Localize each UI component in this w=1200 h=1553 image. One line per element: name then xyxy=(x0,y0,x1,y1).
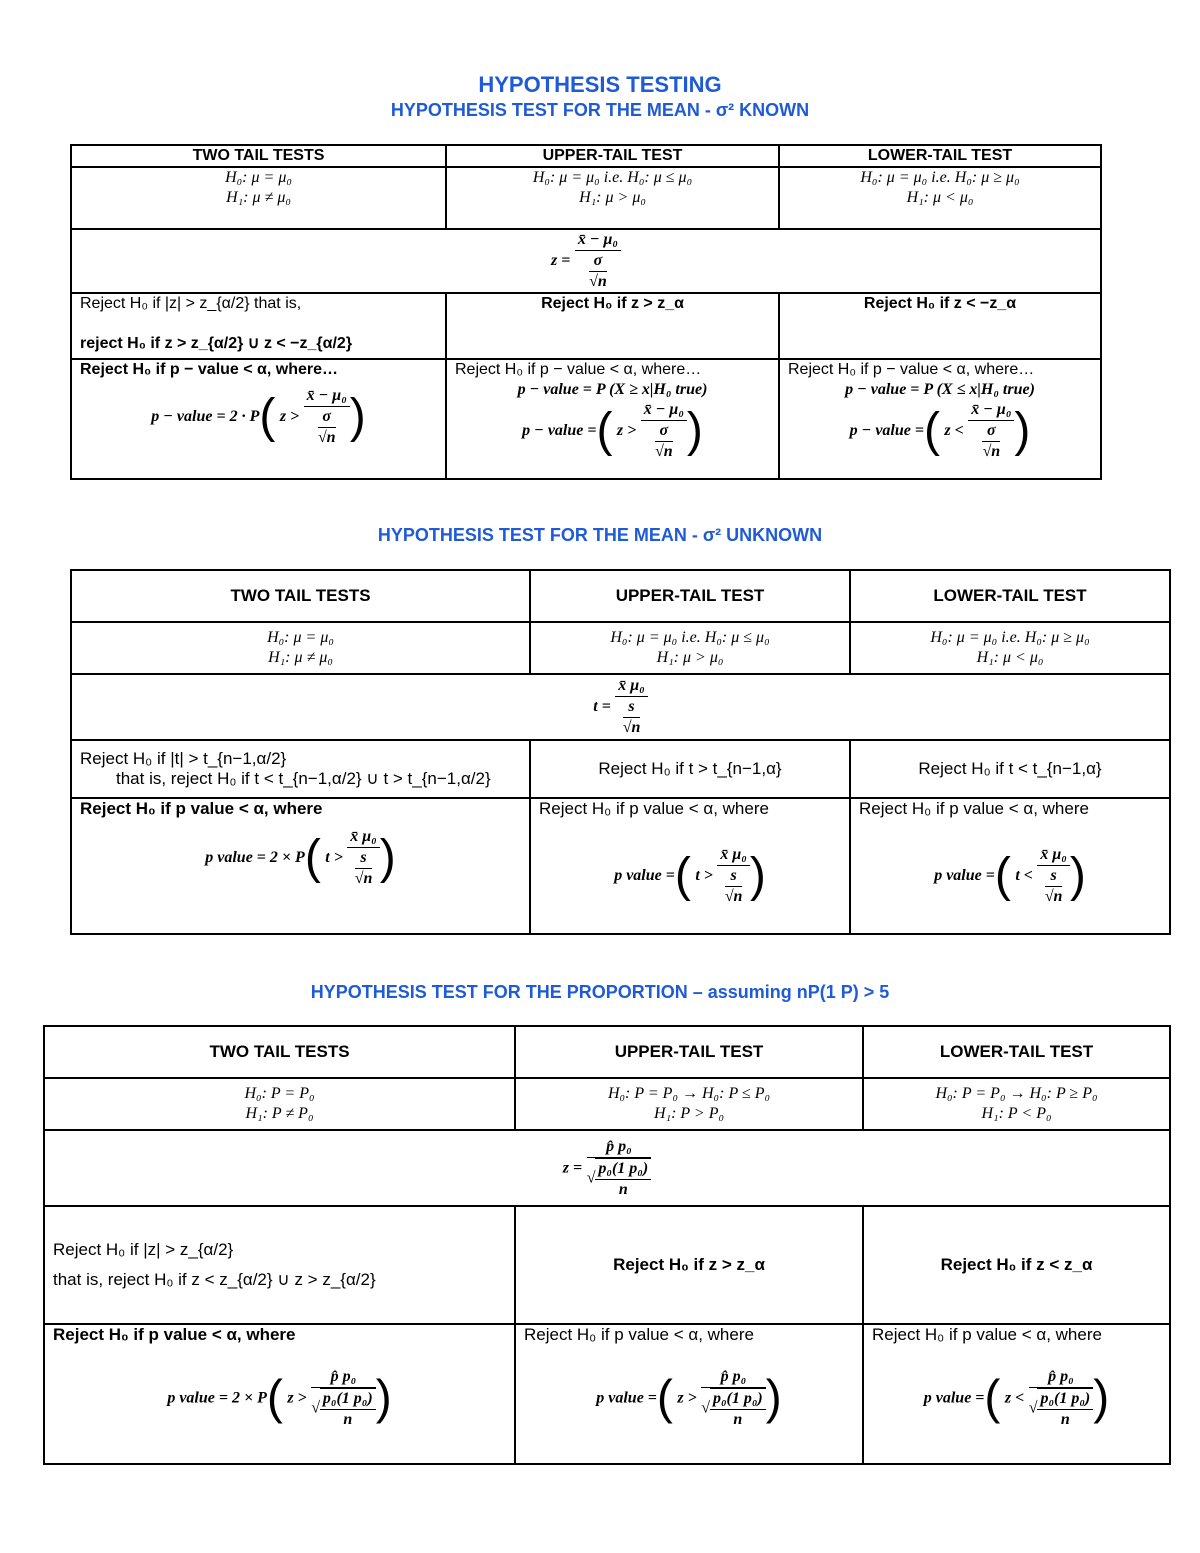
pvalue-numerator: p̂ p₀ xyxy=(311,1367,376,1388)
pvalue-numerator: p̂ p₀ xyxy=(701,1367,766,1388)
null-hypothesis: H₀: P = P₀ → H₀: P ≤ P₀ xyxy=(607,1085,771,1102)
test-statistic: z = p̂ p₀ √ $\frac{\text{p₀(1 p₀)}}{n}$ xyxy=(44,1130,1170,1206)
pvalue-intro: Reject H₀ if p value < α, where xyxy=(872,1325,1102,1344)
pvalue-lhs: p value = xyxy=(934,867,995,885)
pvalue-den-bottom: √n xyxy=(982,443,1001,460)
stat-den-bottom: √n xyxy=(622,719,641,736)
pvalue-lhs: p value = 2 × P xyxy=(167,1389,267,1407)
pvalue-upper-tail: Reject H₀ if p − value < α, where… p − value = P (X ≥ x|H₀ true) p − value =( z > $\frac{\text{x̄ − μ₀}}{\frac{\sigma}{√n}}$ ) xyxy=(446,359,779,479)
pvalue-numerator: x̄ − μ₀ xyxy=(304,386,350,407)
hypotheses-two-tail xyxy=(71,167,446,229)
stat-numerator: p̂ p₀ xyxy=(587,1137,652,1158)
pvalue-intro: Reject H₀ if p value < α, where xyxy=(539,799,769,818)
reject-rule-line: that is, reject H₀ if z < z_{α/2} ∪ z > z_{α/2} xyxy=(53,1270,376,1289)
reject-rule-line: Reject H₀ if |t| > t_{n−1,α/2} xyxy=(80,749,287,768)
pvalue-inequality: z < xyxy=(944,422,964,440)
reject-rule-two-tail xyxy=(71,293,446,359)
pvalue-intro: Reject H₀ if p − value < α, where… xyxy=(80,361,339,378)
pvalue-den-top: s xyxy=(355,848,373,869)
header-lower-tail: LOWER-TAIL TEST xyxy=(863,1026,1170,1078)
pvalue-inequality: z < xyxy=(1004,1389,1025,1407)
header-lower-tail: LOWER-TAIL TEST xyxy=(779,145,1101,167)
hypotheses-upper-tail xyxy=(530,622,850,674)
reject-rule-lower xyxy=(863,1206,1170,1324)
section-title-proportion: HYPOTHESIS TEST FOR THE PROPORTION – assuming nP(1 P) > 5 xyxy=(310,982,890,1002)
reject-rule-upper xyxy=(446,293,779,359)
alt-hypothesis: H₁: P < P₀ xyxy=(981,1105,1052,1122)
header-upper-tail: UPPER-TAIL TEST xyxy=(530,570,850,622)
pvalue-lhs: p value = xyxy=(614,867,675,885)
pvalue-lower-tail: Reject H₀ if p value < α, where p value =( z < p̂ p₀ √ $\frac{\text{p₀(1 p₀)}}{n}$ ) xyxy=(863,1324,1170,1464)
pvalue-den-top: p₀(1 p₀) xyxy=(320,1389,376,1410)
reject-rule-two-tail xyxy=(71,740,530,798)
pvalue-lhs: p − value = 2 · P xyxy=(151,408,260,426)
pvalue-inequality: t < xyxy=(1015,867,1033,885)
stat-lhs: z = xyxy=(551,252,571,270)
stat-den-bottom: √n xyxy=(589,273,607,290)
null-hypothesis: H₀: μ = μ₀ i.e. H₀: μ ≥ μ₀ xyxy=(930,629,1090,646)
pvalue-den-bottom: √n xyxy=(724,888,743,905)
reject-rule-line: Reject H₀ if |z| > z_{α/2} that is, xyxy=(80,295,302,312)
stat-den-top: p₀(1 p₀) xyxy=(595,1159,651,1180)
pvalue-numerator: x̄ μ₀ xyxy=(347,827,379,848)
stat-den-top: s xyxy=(623,697,641,718)
pvalue-numerator: p̂ p₀ xyxy=(1029,1367,1094,1388)
pvalue-den-top: σ xyxy=(655,421,673,442)
table-proportion xyxy=(43,1025,1171,1465)
pvalue-inequality: z > xyxy=(287,1389,307,1407)
pvalue-numerator: x̄ − μ₀ xyxy=(641,400,687,421)
pvalue-inequality: z > xyxy=(677,1389,697,1407)
reject-rule-line: Reject H₀ if z < −z_α xyxy=(863,295,1017,312)
stat-den-bottom: n xyxy=(618,1180,628,1198)
reject-rule-upper xyxy=(515,1206,863,1324)
reject-rule-two-tail xyxy=(44,1206,515,1324)
pvalue-upper-tail: Reject H₀ if p value < α, where p value =( t > $\frac{\text{x̄ μ₀}}{\frac{s}{√n}}$ ) xyxy=(530,798,850,934)
section-title-known: HYPOTHESIS TEST FOR THE MEAN - σ² KNOWN xyxy=(390,100,810,120)
stat-numerator: x̄ μ₀ xyxy=(615,676,647,697)
hypotheses-two-tail xyxy=(44,1078,515,1130)
pvalue-den-top: p₀(1 p₀) xyxy=(1037,1389,1093,1410)
pvalue-two-tail: Reject H₀ if p value < α, where p value = 2 × P( z > p̂ p₀ √ $\frac{\text{p₀(1 p₀)}}{n}$ ) xyxy=(44,1324,515,1464)
pvalue-inequality: t > xyxy=(325,849,343,867)
reject-rule-line: Reject H₀ if |z| > z_{α/2} xyxy=(53,1240,234,1259)
hypotheses-upper-tail xyxy=(515,1078,863,1130)
pvalue-upper-tail: Reject H₀ if p value < α, where p value =( z > p̂ p₀ √ $\frac{\text{p₀(1 p₀)}}{n}$ ) xyxy=(515,1324,863,1464)
alt-hypothesis: H₁: μ < μ₀ xyxy=(976,649,1044,666)
pvalue-den-bottom: n xyxy=(1060,1411,1070,1428)
reject-rule-upper xyxy=(530,740,850,798)
pvalue-intro: Reject H₀ if p value < α, where xyxy=(524,1325,754,1344)
stat-den-top: σ xyxy=(589,251,607,272)
pvalue-den-top: σ xyxy=(982,421,1000,442)
pvalue-lower-tail: Reject H₀ if p value < α, where p value =( t < $\frac{\text{x̄ μ₀}}{\frac{s}{√n}}$ ) xyxy=(850,798,1170,934)
alt-hypothesis: H₁: μ > μ₀ xyxy=(656,649,724,666)
reject-rule-line: that is, reject H₀ if t < t_{n−1,α/2} ∪ t > t_{n−1,α/2} xyxy=(116,769,491,788)
reject-rule-line: Reject H₀ if t < t_{n−1,α} xyxy=(918,759,1102,778)
pvalue-den-bottom: √n xyxy=(1044,888,1063,905)
pvalue-lhs: p value = xyxy=(923,1389,985,1407)
hypotheses-lower-tail xyxy=(850,622,1170,674)
hypotheses-lower-tail xyxy=(779,167,1101,229)
pvalue-den-top: σ xyxy=(318,407,336,428)
pvalue-intro: Reject H₀ if p − value < α, where… xyxy=(455,361,702,378)
header-upper-tail: UPPER-TAIL TEST xyxy=(515,1026,863,1078)
stat-numerator: x̄ − μ₀ xyxy=(575,230,621,251)
pvalue-intro: Reject H₀ if p − value < α, where… xyxy=(788,361,1035,378)
alt-hypothesis: H₁: P ≠ P₀ xyxy=(245,1105,314,1122)
alt-hypothesis: H₁: μ > μ₀ xyxy=(579,189,646,206)
null-hypothesis: H₀: μ = μ₀ i.e. H₀: μ ≤ μ₀ xyxy=(610,629,770,646)
pvalue-definition: p − value = P (X ≤ x|H₀ true) xyxy=(845,381,1035,398)
hypotheses-lower-tail xyxy=(863,1078,1170,1130)
hypotheses-upper-tail xyxy=(446,167,779,229)
test-statistic xyxy=(71,674,1170,740)
pvalue-den-top: s xyxy=(1045,866,1063,887)
reject-rule-line: reject H₀ if z > z_{α/2} ∪ z < −z_{α/2} xyxy=(80,335,353,352)
test-statistic xyxy=(71,229,1101,293)
pvalue-definition: p − value = P (X ≥ x|H₀ true) xyxy=(517,381,708,398)
alt-hypothesis: H₁: μ ≠ μ₀ xyxy=(268,649,333,666)
header-two-tail: TWO TAIL TESTS xyxy=(44,1026,515,1078)
reject-rule-lower xyxy=(850,740,1170,798)
null-hypothesis: H₀: P = P₀ → H₀: P ≥ P₀ xyxy=(935,1085,1098,1102)
pvalue-lower-tail: Reject H₀ if p − value < α, where… p − value = P (X ≤ x|H₀ true) p − value =( z < $\frac{\text{x̄ − μ₀}}{\frac{\sigma}{√n}}$ ) xyxy=(779,359,1101,479)
pvalue-numerator: x̄ μ₀ xyxy=(1037,845,1069,866)
reject-rule-lower xyxy=(779,293,1101,359)
pvalue-den-top: s xyxy=(725,866,743,887)
pvalue-lhs: p value = 2 × P xyxy=(205,849,305,867)
table-mean-known xyxy=(70,144,1102,480)
pvalue-inequality: z > xyxy=(616,422,637,440)
header-two-tail: TWO TAIL TESTS xyxy=(71,145,446,167)
null-hypothesis: H₀: μ = μ₀ xyxy=(225,169,292,186)
stat-lhs: t = xyxy=(593,698,611,716)
alt-hypothesis: H₁: μ ≠ μ₀ xyxy=(226,189,291,206)
reject-rule-line: Reject H₀ if z > z_α xyxy=(541,295,684,312)
null-hypothesis: H₀: μ = μ₀ i.e. H₀: μ ≤ μ₀ xyxy=(532,169,693,186)
reject-rule-line: Reject H₀ if z > z_α xyxy=(613,1255,765,1274)
null-hypothesis: H₀: μ = μ₀ xyxy=(267,629,334,646)
pvalue-den-bottom: n xyxy=(733,1411,743,1428)
pvalue-intro: Reject H₀ if p value < α, where xyxy=(859,799,1089,818)
stat-lhs: z = xyxy=(562,1159,583,1177)
pvalue-two-tail: Reject H₀ if p − value < α, where… p − value = 2 · P( z > $\frac{\text{x̄ − μ₀}}{\frac{\sigma}{√n}}$ ) xyxy=(71,359,446,479)
pvalue-intro: Reject H₀ if p value < α, where xyxy=(53,1325,296,1344)
section-title-unknown: HYPOTHESIS TEST FOR THE MEAN - σ² UNKNOWN xyxy=(377,525,823,545)
header-lower-tail: LOWER-TAIL TEST xyxy=(850,570,1170,622)
pvalue-numerator: x̄ μ₀ xyxy=(717,845,749,866)
page-title: HYPOTHESIS TESTING xyxy=(478,72,722,97)
header-two-tail: TWO TAIL TESTS xyxy=(71,570,530,622)
null-hypothesis: H₀: μ = μ₀ i.e. H₀: μ ≥ μ₀ xyxy=(860,169,1020,186)
hypotheses-two-tail xyxy=(71,622,530,674)
pvalue-den-bottom: √n xyxy=(654,443,673,460)
null-hypothesis: H₀: P = P₀ xyxy=(244,1085,315,1102)
alt-hypothesis: H₁: μ < μ₀ xyxy=(906,189,974,206)
header-upper-tail: UPPER-TAIL TEST xyxy=(446,145,779,167)
pvalue-den-bottom: n xyxy=(343,1411,353,1428)
pvalue-two-tail: Reject H₀ if p value < α, where p value = 2 × P( t > $\frac{\text{x̄ μ₀}}{\frac{s}{√n}}$ ) xyxy=(71,798,530,934)
pvalue-inequality: z > xyxy=(279,408,300,426)
table-mean-unknown xyxy=(70,569,1171,935)
pvalue-numerator: x̄ − μ₀ xyxy=(968,400,1014,421)
pvalue-lhs: p value = xyxy=(596,1389,657,1407)
pvalue-den-top: p₀(1 p₀) xyxy=(710,1389,766,1410)
pvalue-lhs: p − value = xyxy=(522,422,597,440)
pvalue-den-bottom: √n xyxy=(317,429,336,446)
reject-rule-line: Reject H₀ if t > t_{n−1,α} xyxy=(598,759,782,778)
pvalue-den-bottom: √n xyxy=(354,870,373,887)
reject-rule-line: Reject H₀ if z < z_α xyxy=(940,1255,1093,1274)
pvalue-lhs: p − value = xyxy=(849,422,924,440)
pvalue-inequality: t > xyxy=(695,867,713,885)
pvalue-intro: Reject H₀ if p value < α, where xyxy=(80,799,323,818)
alt-hypothesis: H₁: P > P₀ xyxy=(653,1105,725,1122)
